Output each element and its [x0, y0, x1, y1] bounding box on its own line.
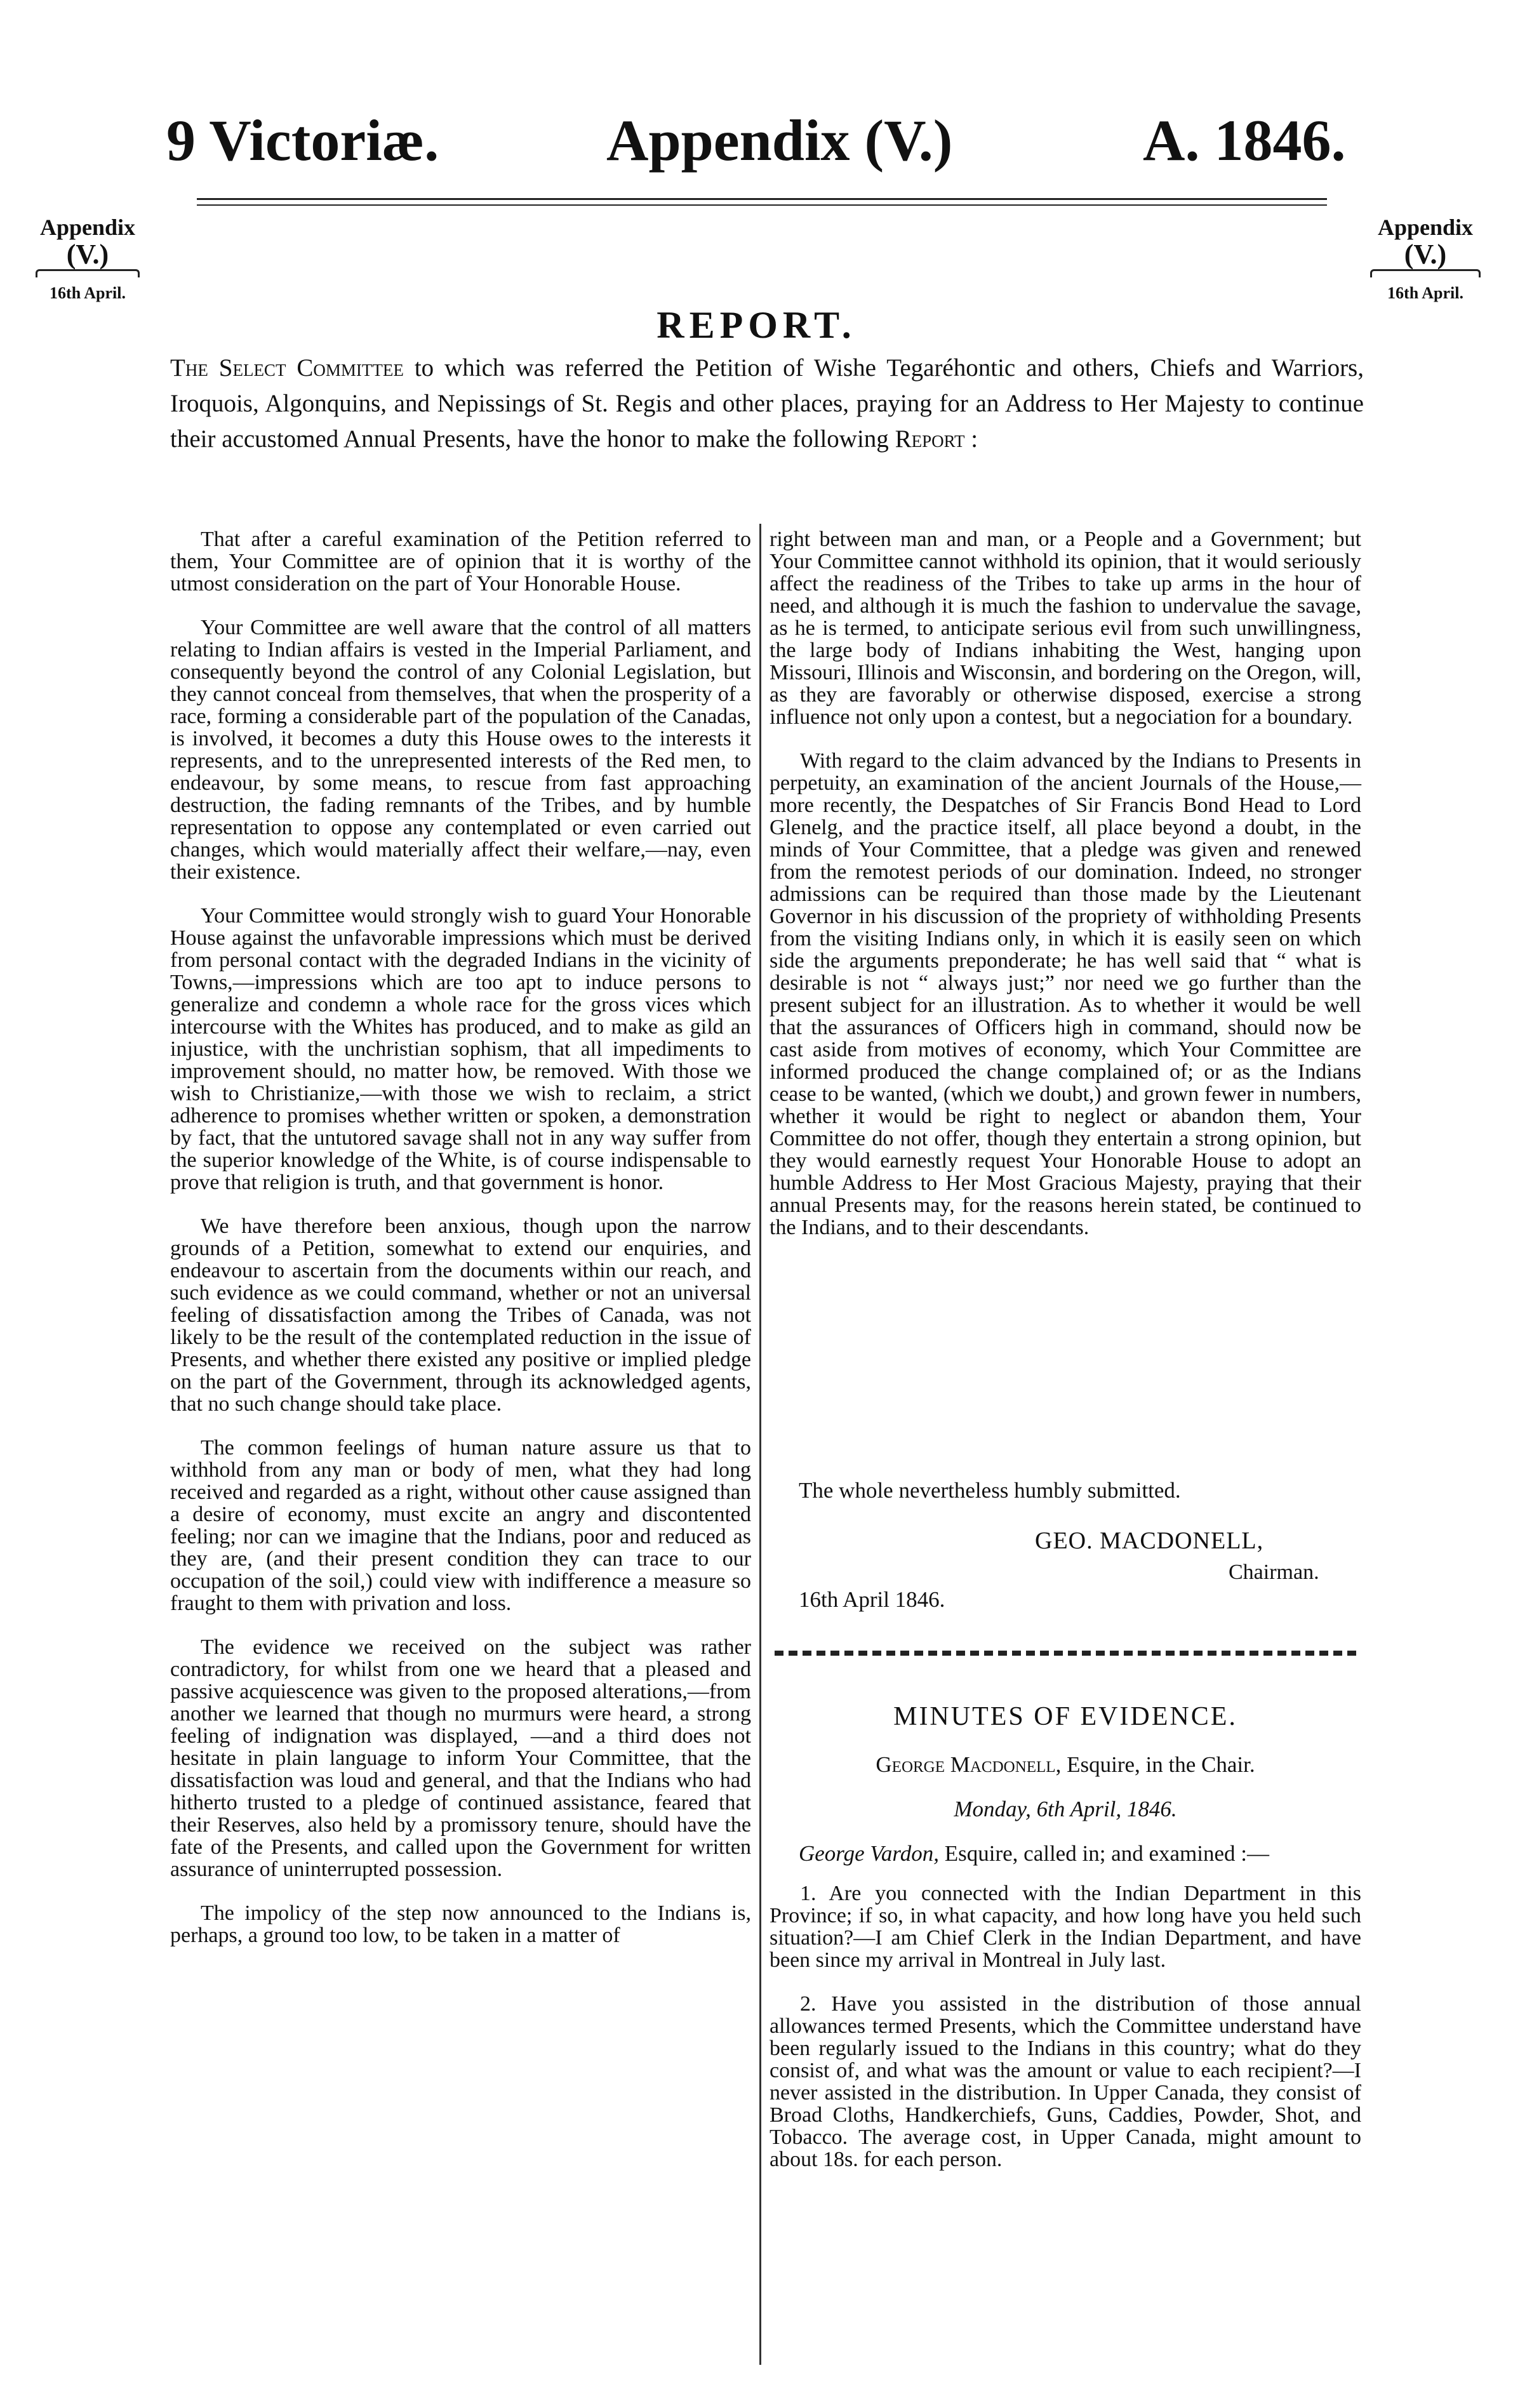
question-answer: 1. Are you connected with the Indian Department in this Province; if so, in what capacity, and how long have you held such situation?—I am Chief Clerk in the Indian Department, and have been since my arrival in Montreal in July last.	[770, 1882, 1361, 1972]
intro-prefix: The Select Committee	[170, 354, 404, 382]
margin-label: Appendix	[39, 215, 136, 240]
intro-end: Report :	[895, 425, 978, 453]
signer-role: Chairman.	[1229, 1560, 1319, 1584]
witness-name: George Vardon,	[799, 1841, 939, 1866]
report-paragraph: Your Committee would strongly wish to guard Your Honorable House against the unfavorable impressions which must be derived from personal contact with the degraded Indians in the vicinity of Towns,—impressions which are too apt to induce persons to generalize and condemn a whole race for the gross vices which intercourse with the Whites has produced, and to make as gild an injustice, with the unchristian sophism, that all impediments to improvement should, no matter how, be removed. With those we wish to Christianize,—with those we wish to reclaim, a strict adherence to promises whether written or spoken, a demonstration by fact, that the untutored savage shall not in any way suffer from the superior knowledge of the White, is of course indispensable to prove that religion is truth, and that government is honor.	[170, 904, 751, 1194]
margin-label: Appendix	[1377, 215, 1474, 240]
minutes-title: MINUTES OF EVIDENCE.	[893, 1702, 1237, 1731]
brace-icon	[1365, 269, 1486, 281]
submitted-line: The whole nevertheless humbly submitted.	[799, 1478, 1181, 1503]
section-rule	[775, 1651, 1359, 1656]
report-paragraph: right between man and man, or a People and a Government; but Your Committee cannot withhold its opinion, that it would seriously affect the readiness of the Tribes to take up arms in the hour of need, and although it is much the fashion to undervalue the savage, as he is termed, to anticipate serious evil from such unwillingness, the large body of Indians inhabiting the West, hanging upon Missouri, Illinois and Wisconsin, and bordering on the Oregon, will, as they are favorably or otherwise disposed, exercise a strong influence not only upon a contest, but a negociation for a boundary.	[770, 528, 1361, 729]
margin-number: (V.)	[1404, 238, 1447, 270]
report-paragraph: With regard to the claim advanced by the Indians to Presents in perpetuity, an examination of the ancient Journals of the House,—more recently, the Despatches of Sir Francis Bond Head to Lord Glenelg, and the practice itself, all place beyond a doubt, in the minds of Your Committee, that a pledge was given and renewed from the remotest periods of our domination. Indeed, no stronger admissions can be required than those made by the Lieutenant Governor in his discussion of the propriety of withholding Presents from the visiting Indians only, in which it is easily seen on which side the arguments preponderate; he has well said that “ what is desirable is not “ always just;” nor need we go further than the present subject for an illustration. As to whether it would be well that the assurances of Officers high in command, should now be cast aside from motives of economy, which Your Committee are informed produced the change complained of; or as the Indians cease to be wanted, (which we doubt,) and grown fewer in numbers, whether it would be right to neglect or abandon them, Your Committee do not offer, though they entertain a strong opinion, but they would earnestly request Your Honorable House to adopt an humble Address to Her Most Gracious Majesty, praying that their annual Presents may, for the reasons herein stated, be continued to the Indians, and to their descendants.	[770, 749, 1361, 1239]
report-paragraph: Your Committee are well aware that the control of all matters relating to Indian affairs is vested in the Imperial Parliament, and consequently beyond the control of any Colonial Legislation, but they cannot conceal from themselves, that when the prosperity of a race, forming a considerable part of the population of the Canadas, is involved, it becomes a duty this House owes to the interests it represents, and to the unrepresented interests of the Red men, to endeavour, by some means, to rescue from fast approaching destruction, the fading remnants of the Tribes, and by humble representation to oppose any contemplated or even carried out changes, which would materially affect their welfare,—nay, even their existence.	[170, 616, 751, 884]
report-paragraph: The evidence we received on the subject was rather contradictory, for whilst from one we heard that a pleased and passive acquiescence was given to the proposed alterations,—from another we learned that though no murmurs were heard, a strong feeling of indignation was displayed, —and a third does not hesitate in plain language to inform Your Committee, that the dissatisfaction was loud and general, and that the Indians who had hitherto trusted to a pledge of continued assistance, feared that their Reserves, also held by a promissory tenure, should have the fate of the Presents, and called upon the Government for written assurance of uninterrupted possession.	[170, 1635, 751, 1881]
intro-text: to which was referred the Petition of Wishe Tegaréhontic and others, Chiefs and Warriors, Iroquois, Algonquins, and Nepissings of St. Regis and other places, praying for an Address to Her Majesty to continue their accustomed Annual Presents, have the honor to make the following	[170, 354, 1364, 453]
margin-note-right	[1365, 216, 1486, 302]
margin-note-left	[30, 216, 145, 302]
margin-date: 16th April.	[1387, 283, 1463, 302]
margin-date: 16th April.	[50, 283, 126, 302]
minutes-witness	[799, 1841, 1269, 1866]
header-appendix: Appendix (V.)	[606, 108, 953, 173]
column-divider	[759, 524, 761, 2365]
chair-name: George Macdonell,	[876, 1752, 1062, 1777]
report-intro	[170, 350, 1364, 457]
brace-icon	[30, 269, 145, 281]
left-column	[170, 528, 751, 1968]
chair-rest: Esquire, in the Chair.	[1067, 1752, 1255, 1777]
report-paragraph: The impolicy of the step now announced to the Indians is, perhaps, a ground too low, to be taken in a matter of	[170, 1901, 751, 1947]
report-paragraph: That after a careful examination of the Petition referred to them, Your Committee are of opinion that it is worthy of the utmost consideration on the part of Your Honorable House.	[170, 528, 751, 595]
header-session: 9 Victoriæ.	[166, 108, 439, 173]
minutes-date: Monday, 6th April, 1846.	[954, 1797, 1177, 1821]
report-title: REPORT.	[657, 304, 856, 346]
report-paragraph: We have therefore been anxious, though upon the narrow grounds of a Petition, somewhat to extend our enquiries, and endeavour to ascertain from the documents within our reach, and such evidence as we could command, whether or not an universal feeling of dissatisfaction among the Tribes of Canada, was not likely to be the result of the contemplated reduction in the issue of Presents, and whether there existed any positive or implied pledge on the part of the Government, through its acknowledged agents, that no such change should take place.	[170, 1214, 751, 1416]
margin-number: (V.)	[66, 238, 109, 270]
minutes-chair	[770, 1752, 1361, 1778]
report-date: 16th April 1846.	[799, 1587, 945, 1612]
header-year: A. 1846.	[1143, 108, 1346, 173]
witness-rest: Esquire, called in; and examined :—	[944, 1841, 1269, 1866]
header-rule	[197, 198, 1327, 200]
question-answer: 2. Have you assisted in the distribution of those annual allowances termed Presents, which the Committee understand have been regularly issued to the Indians in this country; what do they consist of, and what was the amount or value to each recipient?—I never assisted in the distribution. In Upper Canada, they consist of Broad Cloths, Handkerchiefs, Guns, Caddies, Powder, Shot, and Tobacco. The average cost, in Upper Canada, might amount to about 18s. for each person.	[770, 1992, 1361, 2171]
minutes-questions	[770, 1882, 1361, 2192]
signer-name: GEO. MACDONELL,	[1035, 1527, 1264, 1554]
report-paragraph: The common feelings of human nature assure us that to withhold from any man or body of men, what they had long received and regarded as a right, without other cause assigned than a desire of economy, must excite an angry and discontented feeling; nor can we imagine that the Indians, poor and reduced as they are, (and their present condition they can trace to our occupation of the soil,) could view with indifference a measure so fraught to them with privation and loss.	[170, 1436, 751, 1615]
right-column	[770, 528, 1361, 1260]
header-rule-thin	[197, 204, 1327, 206]
